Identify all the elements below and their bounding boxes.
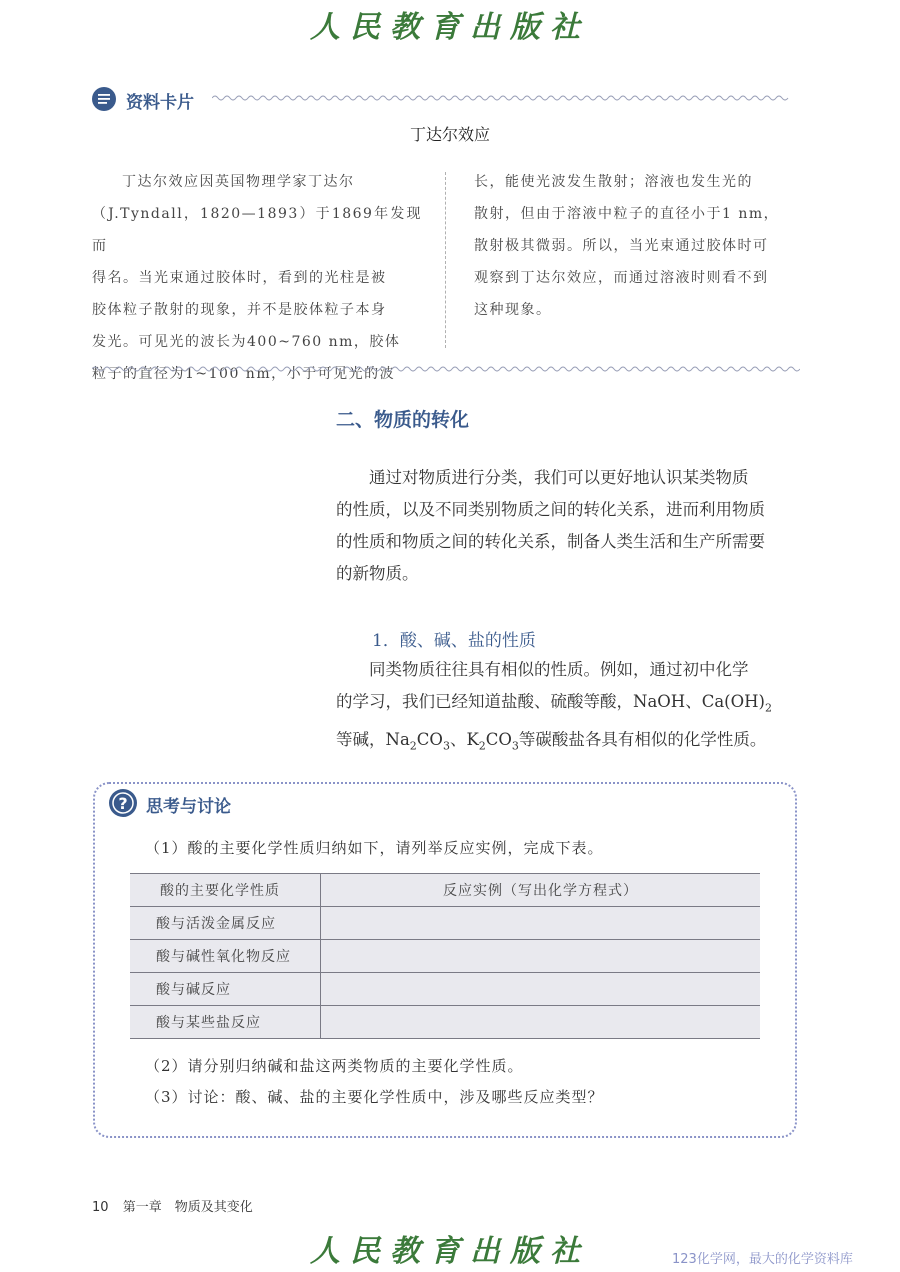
subsection-title: 1．酸、碱、盐的性质	[372, 631, 536, 651]
card-right-line: 这种现象。	[474, 302, 552, 318]
column-divider	[445, 172, 446, 348]
table-cell-property: 酸与碱反应	[130, 973, 321, 1006]
intro-paragraph	[336, 462, 800, 590]
intro-line: 通过对物质进行分类，我们可以更好地认识某类物质	[369, 468, 749, 487]
table-row	[130, 1006, 760, 1039]
card-right-line: 长，能使光波发生散射；溶液也发生光的	[474, 174, 753, 190]
document-icon	[92, 87, 116, 111]
property-line	[336, 724, 806, 762]
table-header-cell: 酸的主要化学性质	[130, 874, 321, 907]
table-cell-property: 酸与碱性氧化物反应	[130, 940, 321, 973]
property-text: 等碳酸盐各具有相似的化学性质。	[518, 730, 767, 750]
wavy-divider-top	[212, 93, 800, 103]
card-right-line: 观察到丁达尔效应，而通过溶液时则看不到	[474, 270, 769, 286]
section-title: 二、物质的转化	[336, 409, 470, 431]
subscript: 2	[409, 739, 417, 753]
card-heading: 资料卡片	[126, 93, 194, 113]
question-icon	[108, 788, 138, 822]
card-right-line: 散射，但由于溶液中粒子的直径小于1 nm，	[474, 206, 780, 222]
property-line: 同类物质往往具有相似的性质。例如，通过初中化学	[369, 660, 749, 679]
card-left-line: 粒子的直径为1~100 nm，小于可见光的波	[92, 366, 396, 382]
table-row	[130, 940, 760, 973]
card-left-line: 胶体粒子散射的现象，并不是胶体粒子本身	[92, 302, 387, 318]
card-left-line: 得名。当光束通过胶体时，看到的光柱是被	[92, 270, 387, 286]
property-text: 、K	[449, 730, 479, 750]
card-right-column	[474, 166, 802, 326]
table-cell-answer[interactable]	[321, 907, 761, 940]
property-paragraph	[336, 654, 806, 763]
question-3: （3）讨论：酸、碱、盐的主要化学性质中，涉及哪些反应类型？	[145, 1088, 604, 1106]
intro-line: 的性质，以及不同类别物质之间的转化关系，进而利用物质	[336, 500, 765, 519]
table-header-cell: 反应实例（写出化学方程式）	[321, 874, 761, 907]
question-1: （1）酸的主要化学性质归纳如下，请列举反应实例，完成下表。	[145, 839, 604, 857]
card-left-line: （J.Tyndall，1820—1893）于1869年发现而	[92, 206, 422, 254]
property-text: 等碱，Na	[336, 730, 410, 750]
svg-text:?: ?	[118, 794, 128, 813]
chapter-label: 第一章 物质及其变化	[122, 1200, 253, 1215]
card-left-line: 丁达尔效应因英国物理学家丁达尔	[122, 174, 355, 190]
subscript: 2	[764, 701, 772, 715]
page-number: 10	[92, 1200, 109, 1215]
property-text: CO	[416, 730, 443, 750]
table-row	[130, 973, 760, 1006]
watermark: 123化学网，最大的化学资料库	[672, 1252, 853, 1267]
table-cell-answer[interactable]	[321, 940, 761, 973]
table-cell-answer[interactable]	[321, 973, 761, 1006]
discussion-heading: 思考与讨论	[146, 797, 231, 817]
property-text: CO	[485, 730, 512, 750]
intro-line: 的性质和物质之间的转化关系，制备人类生活和生产所需要	[336, 532, 765, 551]
card-title: 丁达尔效应	[409, 125, 490, 144]
table-header-row	[130, 874, 760, 907]
publisher-logo-bottom: 人民教育出版社	[310, 1234, 590, 1269]
card-right-line: 散射极其微弱。所以，当光束通过胶体时可	[474, 238, 769, 254]
wavy-divider-bottom	[92, 364, 800, 374]
table-row	[130, 907, 760, 940]
question-2: （2）请分别归纳碱和盐这两类物质的主要化学性质。	[145, 1057, 524, 1075]
card-left-line: 发光。可见光的波长为400~760 nm，胶体	[92, 334, 401, 350]
table-cell-answer[interactable]	[321, 1006, 761, 1039]
page-footer	[92, 1196, 253, 1215]
intro-line: 的新物质。	[336, 564, 419, 583]
property-text: 的学习，我们已经知道盐酸、硫酸等酸，NaOH、Ca(OH)	[336, 692, 765, 711]
publisher-logo-top: 人民教育出版社	[310, 10, 590, 45]
property-line	[336, 686, 806, 724]
table-cell-property: 酸与某些盐反应	[130, 1006, 321, 1039]
subscript: 3	[442, 739, 450, 753]
subscript: 3	[511, 739, 519, 753]
card-left-column	[92, 166, 422, 390]
subscript: 2	[478, 739, 486, 753]
reaction-table	[130, 873, 760, 1039]
table-cell-property: 酸与活泼金属反应	[130, 907, 321, 940]
